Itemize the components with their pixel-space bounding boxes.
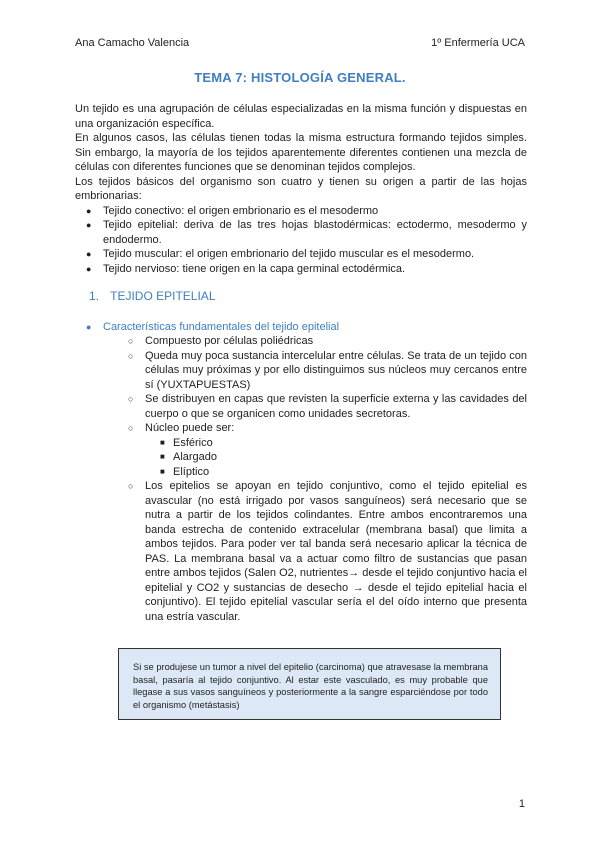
document-body xyxy=(75,102,527,624)
section-heading xyxy=(75,289,527,304)
bullet-icon: ● xyxy=(86,321,92,332)
bullet-icon: ● xyxy=(86,220,92,230)
tissue-list xyxy=(75,204,527,277)
intro-paragraph: Un tejido es una agrupación de células especializadas en la misma función y dispuestas en una organización específica. xyxy=(75,103,527,130)
intro-paragraph: En algunos casos, las células tienen todas la misma estructura formando tejidos simples. Sin embargo, la mayoría de los tejidos aparentemente diferentes contienen una mezcla de células con diferentes funciones que se denominan tejidos complejos. xyxy=(75,132,527,173)
list-item: ■ Alargado xyxy=(160,451,218,463)
list-item: ● Tejido conectivo: el origen embrionario es el mesodermo xyxy=(86,204,379,217)
list-item: ○ Compuesto por células poliédricas xyxy=(128,335,314,347)
list-item: ○ Queda muy poca sustancia intercelular entre células. Se trata de un tejido con células muy próximas y por ello distinguimos sus núcleos muy cercanos entre sí (YUXTAPUESTAS) xyxy=(128,349,527,391)
intro-paragraph: Los tejidos básicos del organismo son cuatro y tienen su origen a partir de las hojas embrionarias: xyxy=(75,175,527,202)
circle-bullet-icon: ○ xyxy=(128,423,134,433)
note-box: Si se produjese un tumor a nivel del epitelio (carcinoma) que atravesase la membrana basal, pasaría al tejido conjuntivo. Al estar este vasculado, es muy probable que llegase a sus vasos sanguíneos y posteriormente a la sangre esparciéndose por todo el organismo (metástasis) xyxy=(118,648,501,720)
circle-bullet-icon: ○ xyxy=(128,350,134,361)
section-title: TEJIDO EPITELIAL xyxy=(110,289,216,303)
page-number: 1 xyxy=(518,798,525,810)
header-author: Ana Camacho Valencia xyxy=(75,37,190,49)
list-item: ● Tejido epitelial: deriva de las tres hojas blastodérmicas: ectodermo, mesodermo y endodermo. xyxy=(86,219,527,246)
square-bullet-icon: ■ xyxy=(160,437,165,447)
circle-bullet-icon: ○ xyxy=(128,336,134,346)
nucleus-types-list xyxy=(145,436,527,480)
bullet-icon: ● xyxy=(86,249,92,259)
list-item: ● Tejido nervioso: tiene origen en la capa germinal ectodérmica. xyxy=(86,262,406,275)
list-item: ■ Esférico xyxy=(160,436,213,449)
square-bullet-icon: ■ xyxy=(160,466,165,476)
subheading: ● Características fundamentales del tejido epitelial xyxy=(86,320,340,333)
square-bullet-icon: ■ xyxy=(160,452,165,461)
list-item: ○ Se distribuyen en capas que revisten la superficie externa y las cavidades del cuerpo o que se organicen como unidades secretoras. xyxy=(128,393,527,420)
header-course: 1º Enfermería UCA xyxy=(431,37,525,49)
list-item: ■ Elíptico xyxy=(160,465,210,478)
circle-bullet-icon: ○ xyxy=(128,394,134,404)
bullet-icon: ● xyxy=(86,205,92,216)
list-item: ○ Núcleo puede ser: ■ Esférico ■ Alargado ■ Elíptico xyxy=(145,421,527,479)
circle-bullet-icon: ○ xyxy=(128,481,134,491)
section-number: 1. xyxy=(89,289,100,303)
list-item: ○ Los epitelios se apoyan en tejido conjuntivo, como el tejido epitelial es avascular (no está irrigado por vasos sanguíneos) será necesario que se nutra a partir de los tejidos colindantes. Entre ambos encontraremos una banda estrecha de contenido extracelular (membrana basal) que limita a ambos tejidos. Para poder ver tal banda será necesario aplicar la técnica de PAS. La membrana basal va a actuar como filtro de sustancias que pasan entre ambos tejidos (Salen O2, nutrientes→ desde el tejido conjuntivo hacia el epitelial y CO2 y sustancias de desecho → desde el tejido epitelial hacia el conjuntivo). El tejido epitelial vascular sería el del oído interno que presenta una estría vascular. xyxy=(128,480,527,623)
page-title: TEMA 7: HISTOLOGÍA GENERAL. xyxy=(194,70,406,85)
list-item: ● Tejido muscular: el origen embrionario del tejido muscular es el mesodermo. xyxy=(86,248,475,260)
bullet-icon: ● xyxy=(86,263,92,274)
characteristics-list xyxy=(75,334,527,624)
